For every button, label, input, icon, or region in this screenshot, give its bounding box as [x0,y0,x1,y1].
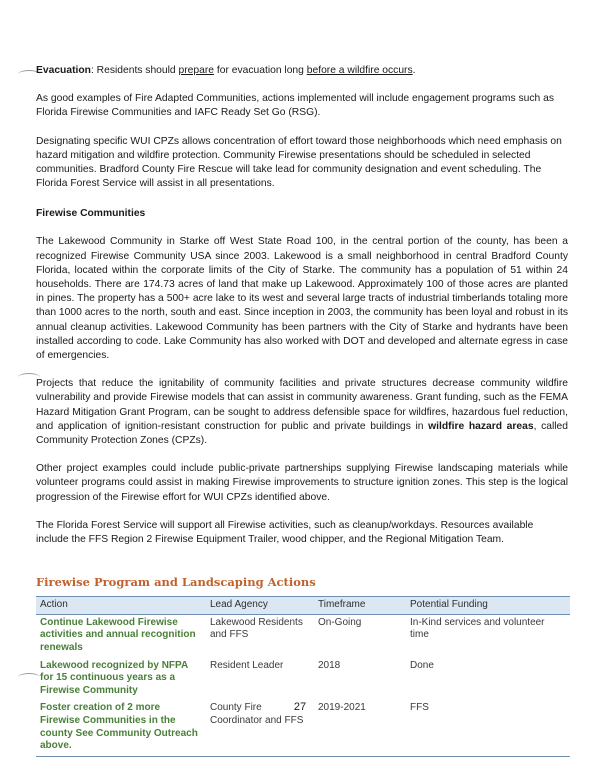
header-lead-agency: Lead Agency [206,597,314,615]
designating-paragraph: Designating specific WUI CPZs allows concentration of effort toward those neighborhoods which need emphasis on hazard mitigation and wildfire protection. Community Firewise presentations should be scheduled in selected communities. Bradford County Fire Rescue will take lead for community designation and event scheduling. The Florida Forest Service will assist in all presentations. [36,135,562,190]
firewise-heading: Firewise Communities [36,208,146,220]
cell-timeframe: On-Going [318,616,362,628]
cell-lead-agency: County Fire Coordinator and FFS [206,700,314,756]
evacuation-text: for evacuation long [214,65,307,76]
evacuation-text: . [412,65,416,76]
evacuation-lead: Evacuation [36,65,91,76]
prepare-link: prepare [178,65,215,76]
table-row [36,614,570,657]
cell-lead-agency: Lakewood Residents and FFS [210,616,303,641]
evacuation-text: : Residents should [90,65,179,76]
cell-funding: FFS [406,700,570,756]
other-paragraph: Other project examples could include public-private partnerships supplying Firewise landscaping materials while volunteer programs could assist in making Firewise improvements to structure ignition zones. This step is the logical progression of the Firewise effort for WUI CPZs identified above. [36,463,568,503]
cell-timeframe: 2018 [318,659,341,671]
table-header-row [36,597,570,615]
header-potential-funding: Potential Funding [406,597,570,615]
header-action: Action [36,597,206,615]
projects-paragraph [36,377,568,448]
document-page [36,64,568,757]
lakewood-paragraph: The Lakewood Community in Starke off West State Road 100, in the central portion of the county, has been a recognized Firewise Community USA since 2003. Lakewood is a small neighborhood in central Bradford County Florida, located within the corporate limits of the City of Starke. The community has a population of 51 within 24 households. There are 174.73 acres of land that make up Lakewood. Approximately 100 of those acres are planted in pines. The property has a 500+ acre lake to its west and several large tracts of industrial timberlands totaling more than 1000 acres to the north, south and east. Since inception in 2003, the community has been loyal and robust in its annual cleanup activities. Lakewood Community has been partners with the City of Starke and hydrants have been installed according to code. Lake Community has also worked with DOT and developed and alternate egress in case of emergencies. [36,236,568,362]
evacuation-paragraph [36,64,568,78]
wildfire-occurs-link: before a wildfire occurs [306,65,413,76]
cell-action: Foster creation of 2 more Firewise Communities in the county See Community Outreach above. [36,700,206,756]
cell-lead-agency: Resident Leader [210,659,284,671]
actions-table [36,596,570,757]
examples-paragraph: As good examples of Fire Adapted Communities, actions implemented will include engagement programs such as Florida Firewise Communities and IAFC Ready Set Go (RSG). [36,93,554,119]
ffs-paragraph: The Florida Forest Service will support all Firewise activities, such as cleanup/workdays. Resources available include the FFS Region 2 Firewise Equipment Trailer, wood chipper, and the Regional Mitigation Team. [36,519,534,546]
table-title: Firewise Program and Landscaping Actions [36,575,316,590]
table-row [36,658,570,701]
projects-text: Projects that reduce the ignitability of community facilities and private structures decrease community wildfire vulnerability and provide Firewise models that can assist in community awareness. Grant funding, such as the FEMA Hazard Mitigation Grant Program, can be sought to address defensible space for wildfires, hazardous fuel reduction, and application of ignition-resistant construction for public and private buildings in [36,378,568,432]
page-number: 27 [293,701,307,713]
cell-funding: In-Kind services and volunteer time [410,616,545,641]
cell-timeframe: 2019-2021 [314,700,406,756]
cell-funding: Done [410,659,434,671]
header-timeframe: Timeframe [314,597,406,615]
projects-tail: , called Community Protection Zones (CPZs). [36,420,568,447]
cell-action: Continue Lakewood Firewise activities and annual recognition renewals [40,616,196,654]
cell-action: Lakewood recognized by NFPA for 15 continuous years as a Firewise Community [40,659,188,696]
projects-bold: wildfire hazard areas [428,420,534,432]
